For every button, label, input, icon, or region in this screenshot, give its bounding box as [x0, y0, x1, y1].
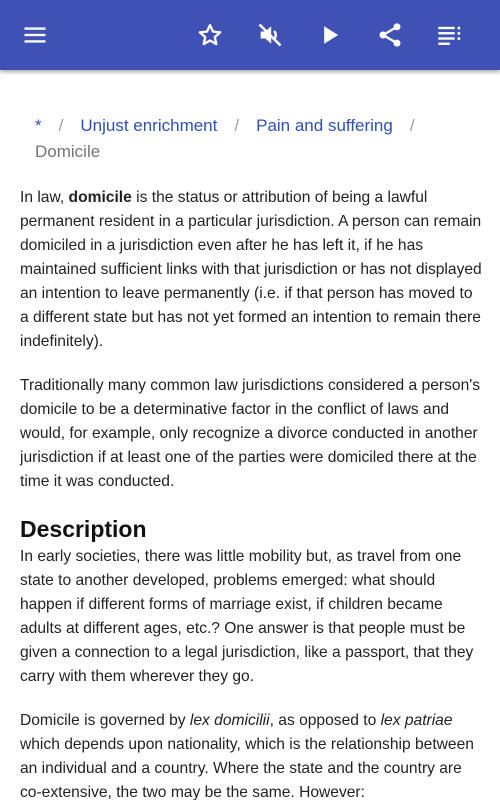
breadcrumb	[35, 113, 475, 165]
mute-button[interactable]	[250, 15, 290, 55]
app-toolbar	[0, 0, 500, 70]
breadcrumb-item-pain-and-suffering[interactable]: Pain and suffering	[256, 116, 393, 135]
breadcrumb-current: Domicile	[35, 142, 101, 161]
text: is the status or attribution of being a lawful permanent resident in a particular jurisdiction. A person can remain domiciled in a jurisdiction even after he has left it, if he has maintained sufficient links with that jurisdiction or has not displayed an intention to leave permanently (i.e. if that person has moved to a different state but has not yet formed an intention to remain there indefinitely).	[20, 189, 482, 350]
breadcrumb-item-home[interactable]: *	[35, 116, 42, 135]
favorite-button[interactable]	[190, 15, 230, 55]
breadcrumb-separator: /	[58, 116, 64, 135]
paragraph-lex-domicilii	[20, 709, 485, 800]
play-button[interactable]	[310, 15, 350, 55]
paragraph-conflict-of-laws: Traditionally many common law jurisdictions considered a person's domicile to be a determinative factor in the conflict of laws and would, for example, only recognize a divorce conducted in another jurisdiction if at least one of the parties were domiciled there at the time it was conducted.	[20, 377, 481, 490]
breadcrumb-item-unjust-enrichment[interactable]: Unjust enrichment	[80, 116, 218, 135]
menu-button[interactable]	[15, 15, 55, 55]
playlist-icon	[436, 21, 464, 49]
term-lex-domicilii: lex domicilii	[189, 712, 270, 729]
play-icon	[316, 21, 344, 49]
article-body	[20, 186, 485, 800]
share-button[interactable]	[370, 15, 410, 55]
article-content	[0, 70, 500, 800]
breadcrumb-separator: /	[409, 116, 415, 135]
term-domicile: domicile	[68, 189, 132, 206]
paragraph-early-societies: In early societies, there was little mobility but, as travel from one state to another developed, problems emerged: what should happen if different forms of marriage exist, if children became adults at different ages, etc.? One answer is that people must be given a connection to a legal jurisdiction, like a passport, that they carry with them wherever they go.	[20, 548, 474, 685]
term-lex-patriae: lex patriae	[380, 712, 453, 729]
star-icon	[196, 21, 224, 49]
breadcrumb-separator: /	[234, 116, 240, 135]
text: Domicile is governed by	[20, 712, 190, 729]
paragraph-intro	[20, 186, 485, 354]
text: In law,	[20, 189, 69, 206]
volume-off-icon	[256, 21, 284, 49]
text: , as opposed to	[269, 712, 381, 729]
menu-icon	[21, 21, 49, 49]
share-icon	[376, 21, 404, 49]
section-heading-description: Description	[20, 516, 147, 542]
contents-button[interactable]	[430, 15, 470, 55]
text: which depends upon nationality, which is the relationship between an individual and a country. Where the state and the country are co-extensive, the two may be the same. However:	[20, 736, 474, 800]
